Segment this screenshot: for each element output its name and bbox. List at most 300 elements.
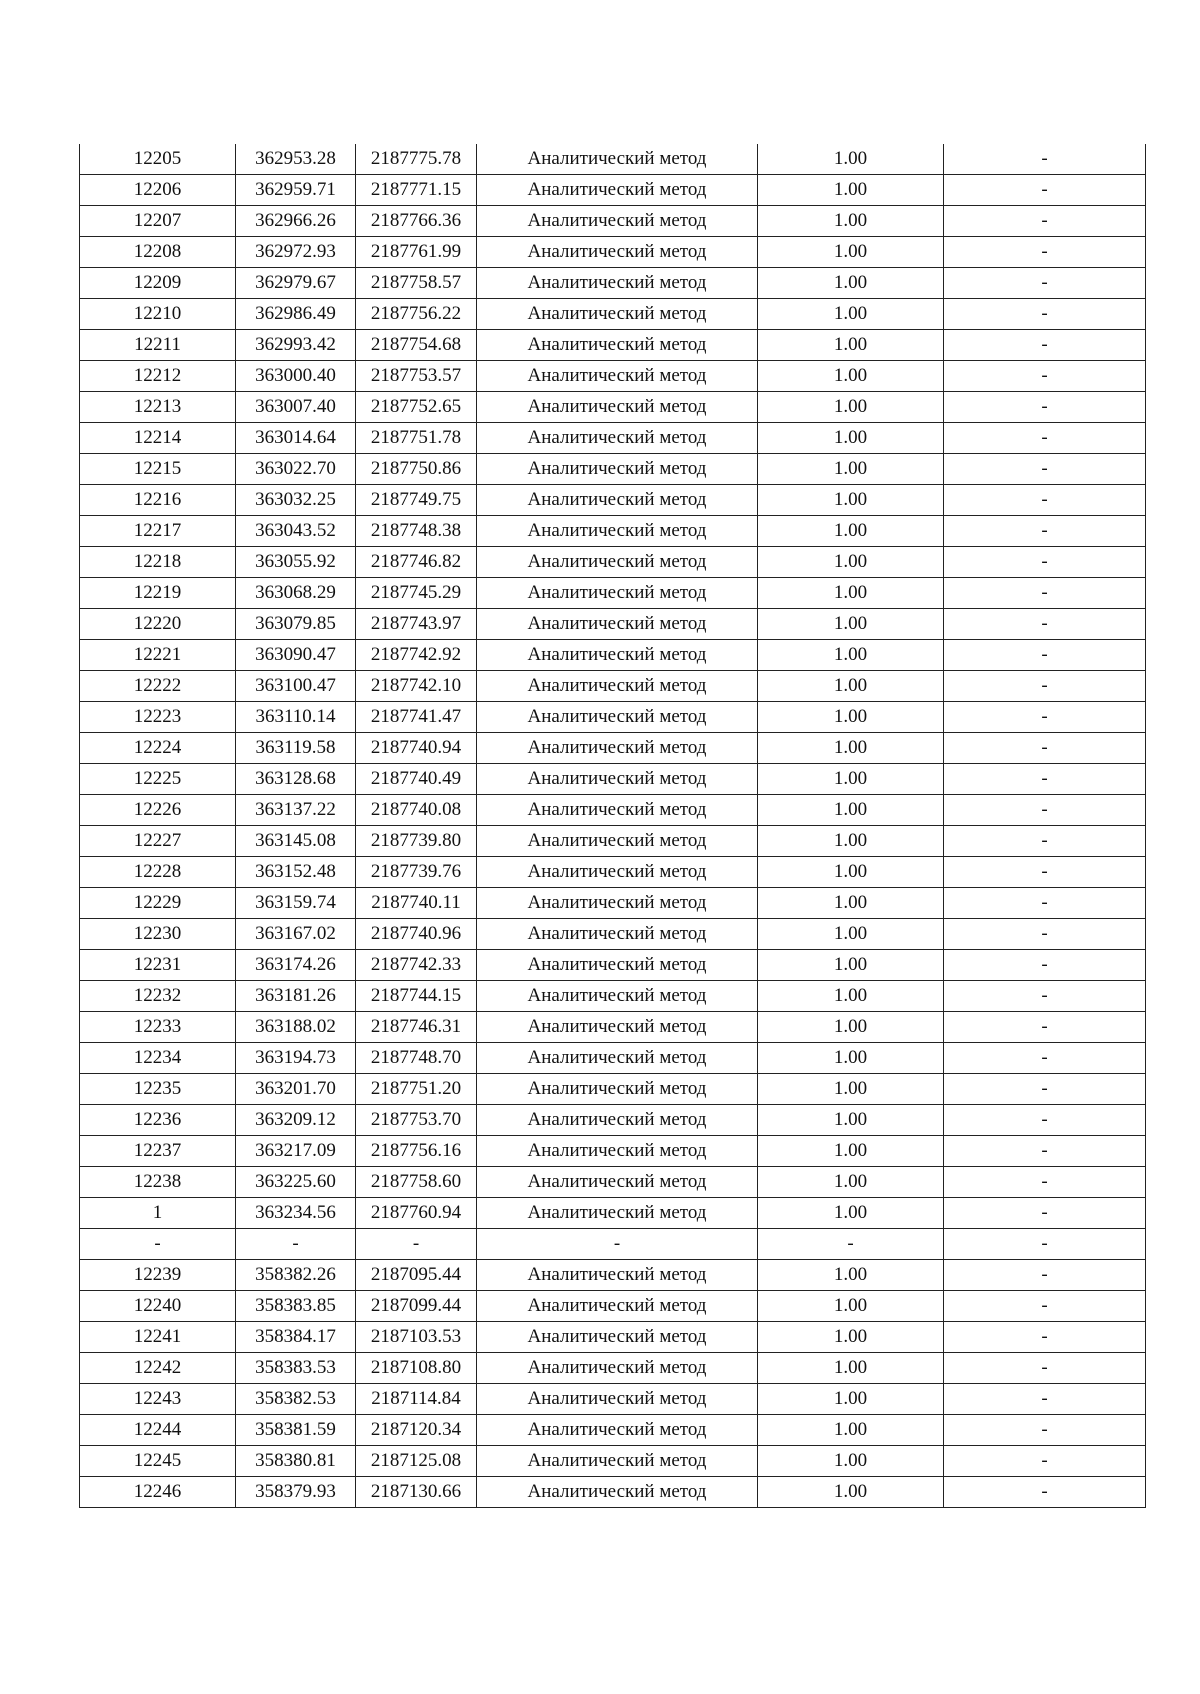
accuracy-cell: 1.00 [758,1353,944,1384]
accuracy-cell: 1.00 [758,1012,944,1043]
y-coordinate-cell: 2187125.08 [356,1446,477,1477]
y-coordinate-cell: 2187120.34 [356,1415,477,1446]
x-coordinate-cell: 363209.12 [236,1105,356,1136]
x-coordinate-cell: 363014.64 [236,423,356,454]
table-row [80,299,1146,330]
description-cell: - [944,206,1146,237]
description-cell: - [944,175,1146,206]
point-number-cell: - [80,1229,236,1260]
accuracy-cell: 1.00 [758,733,944,764]
description-cell: - [944,516,1146,547]
y-coordinate-cell: 2187095.44 [356,1260,477,1291]
point-number-cell: 12206 [80,175,236,206]
point-number-cell: 12215 [80,454,236,485]
description-cell: - [944,795,1146,826]
accuracy-cell: 1.00 [758,1384,944,1415]
method-cell: Аналитический метод [477,454,758,485]
description-cell: - [944,1229,1146,1260]
point-number-cell: 12235 [80,1074,236,1105]
y-coordinate-cell: 2187775.78 [356,144,477,175]
description-cell: - [944,671,1146,702]
method-cell: Аналитический метод [477,671,758,702]
method-cell: Аналитический метод [477,1415,758,1446]
table-row [80,454,1146,485]
y-coordinate-cell: 2187754.68 [356,330,477,361]
table-row [80,1477,1146,1508]
point-number-cell: 12232 [80,981,236,1012]
x-coordinate-cell: 363181.26 [236,981,356,1012]
method-cell: Аналитический метод [477,1353,758,1384]
accuracy-cell: 1.00 [758,1136,944,1167]
table-row [80,609,1146,640]
accuracy-cell: 1.00 [758,299,944,330]
table-row [80,1167,1146,1198]
method-cell: Аналитический метод [477,175,758,206]
description-cell: - [944,485,1146,516]
accuracy-cell: 1.00 [758,671,944,702]
y-coordinate-cell: 2187740.94 [356,733,477,764]
accuracy-cell: 1.00 [758,1322,944,1353]
accuracy-cell: 1.00 [758,950,944,981]
point-number-cell: 1 [80,1198,236,1229]
point-number-cell: 12225 [80,764,236,795]
table-row [80,857,1146,888]
y-coordinate-cell: 2187760.94 [356,1198,477,1229]
x-coordinate-cell: - [236,1229,356,1260]
coordinates-table-body [80,144,1146,1508]
table-row [80,671,1146,702]
x-coordinate-cell: 358382.26 [236,1260,356,1291]
accuracy-cell: 1.00 [758,857,944,888]
description-cell: - [944,268,1146,299]
method-cell: Аналитический метод [477,795,758,826]
table-row [80,733,1146,764]
x-coordinate-cell: 363022.70 [236,454,356,485]
table-row [80,175,1146,206]
description-cell: - [944,950,1146,981]
point-number-cell: 12245 [80,1446,236,1477]
x-coordinate-cell: 358381.59 [236,1415,356,1446]
x-coordinate-cell: 363152.48 [236,857,356,888]
y-coordinate-cell: - [356,1229,477,1260]
x-coordinate-cell: 362966.26 [236,206,356,237]
method-cell: Аналитический метод [477,516,758,547]
y-coordinate-cell: 2187771.15 [356,175,477,206]
accuracy-cell: 1.00 [758,1477,944,1508]
description-cell: - [944,423,1146,454]
x-coordinate-cell: 363188.02 [236,1012,356,1043]
table-row [80,1291,1146,1322]
method-cell: Аналитический метод [477,330,758,361]
point-number-cell: 12234 [80,1043,236,1074]
method-cell: Аналитический метод [477,268,758,299]
table-row [80,795,1146,826]
method-cell: Аналитический метод [477,1198,758,1229]
method-cell: Аналитический метод [477,578,758,609]
accuracy-cell: 1.00 [758,1167,944,1198]
method-cell: Аналитический метод [477,237,758,268]
description-cell: - [944,1043,1146,1074]
x-coordinate-cell: 363032.25 [236,485,356,516]
y-coordinate-cell: 2187761.99 [356,237,477,268]
point-number-cell: 12221 [80,640,236,671]
x-coordinate-cell: 363007.40 [236,392,356,423]
table-row [80,1353,1146,1384]
method-cell: Аналитический метод [477,144,758,175]
accuracy-cell: 1.00 [758,1074,944,1105]
table-row [80,237,1146,268]
method-cell: Аналитический метод [477,547,758,578]
point-number-cell: 12224 [80,733,236,764]
y-coordinate-cell: 2187739.76 [356,857,477,888]
description-cell: - [944,1353,1146,1384]
table-row [80,578,1146,609]
method-cell: Аналитический метод [477,857,758,888]
description-cell: - [944,1167,1146,1198]
table-row [80,764,1146,795]
x-coordinate-cell: 362986.49 [236,299,356,330]
description-cell: - [944,1477,1146,1508]
accuracy-cell: 1.00 [758,1105,944,1136]
y-coordinate-cell: 2187103.53 [356,1322,477,1353]
accuracy-cell: 1.00 [758,547,944,578]
y-coordinate-cell: 2187740.08 [356,795,477,826]
description-cell: - [944,454,1146,485]
table-row [80,361,1146,392]
y-coordinate-cell: 2187753.70 [356,1105,477,1136]
y-coordinate-cell: 2187751.20 [356,1074,477,1105]
point-number-cell: 12236 [80,1105,236,1136]
method-cell: Аналитический метод [477,826,758,857]
accuracy-cell: 1.00 [758,268,944,299]
x-coordinate-cell: 363128.68 [236,764,356,795]
method-cell: Аналитический метод [477,1446,758,1477]
description-cell: - [944,144,1146,175]
accuracy-cell: 1.00 [758,702,944,733]
table-row [80,1198,1146,1229]
table-row [80,330,1146,361]
point-number-cell: 12212 [80,361,236,392]
description-cell: - [944,764,1146,795]
x-coordinate-cell: 363167.02 [236,919,356,950]
x-coordinate-cell: 363068.29 [236,578,356,609]
coordinates-table [79,144,1146,1508]
method-cell: Аналитический метод [477,981,758,1012]
description-cell: - [944,857,1146,888]
y-coordinate-cell: 2187130.66 [356,1477,477,1508]
table-row [80,981,1146,1012]
x-coordinate-cell: 363090.47 [236,640,356,671]
accuracy-cell: 1.00 [758,237,944,268]
table-row [80,206,1146,237]
y-coordinate-cell: 2187108.80 [356,1353,477,1384]
description-cell: - [944,392,1146,423]
x-coordinate-cell: 363137.22 [236,795,356,826]
point-number-cell: 12219 [80,578,236,609]
table-row [80,1012,1146,1043]
accuracy-cell: 1.00 [758,609,944,640]
y-coordinate-cell: 2187746.31 [356,1012,477,1043]
point-number-cell: 12244 [80,1415,236,1446]
point-number-cell: 12222 [80,671,236,702]
y-coordinate-cell: 2187741.47 [356,702,477,733]
point-number-cell: 12207 [80,206,236,237]
x-coordinate-cell: 363174.26 [236,950,356,981]
y-coordinate-cell: 2187742.92 [356,640,477,671]
table-row [80,1043,1146,1074]
description-cell: - [944,547,1146,578]
table-row [80,268,1146,299]
description-cell: - [944,1260,1146,1291]
x-coordinate-cell: 363119.58 [236,733,356,764]
method-cell: Аналитический метод [477,1384,758,1415]
accuracy-cell: 1.00 [758,175,944,206]
y-coordinate-cell: 2187746.82 [356,547,477,578]
accuracy-cell: 1.00 [758,1043,944,1074]
description-cell: - [944,609,1146,640]
description-cell: - [944,237,1146,268]
x-coordinate-cell: 358380.81 [236,1446,356,1477]
x-coordinate-cell: 358383.53 [236,1353,356,1384]
table-row [80,1260,1146,1291]
method-cell: Аналитический метод [477,950,758,981]
table-row [80,1136,1146,1167]
accuracy-cell: 1.00 [758,888,944,919]
description-cell: - [944,330,1146,361]
y-coordinate-cell: 2187756.22 [356,299,477,330]
point-number-cell: 12211 [80,330,236,361]
x-coordinate-cell: 363201.70 [236,1074,356,1105]
x-coordinate-cell: 363194.73 [236,1043,356,1074]
method-cell: Аналитический метод [477,1291,758,1322]
y-coordinate-cell: 2187749.75 [356,485,477,516]
point-number-cell: 12242 [80,1353,236,1384]
description-cell: - [944,1074,1146,1105]
point-number-cell: 12218 [80,547,236,578]
x-coordinate-cell: 363000.40 [236,361,356,392]
accuracy-cell: 1.00 [758,795,944,826]
accuracy-cell: - [758,1229,944,1260]
y-coordinate-cell: 2187751.78 [356,423,477,454]
x-coordinate-cell: 363217.09 [236,1136,356,1167]
y-coordinate-cell: 2187744.15 [356,981,477,1012]
point-number-cell: 12238 [80,1167,236,1198]
accuracy-cell: 1.00 [758,578,944,609]
table-row [80,547,1146,578]
y-coordinate-cell: 2187756.16 [356,1136,477,1167]
accuracy-cell: 1.00 [758,1415,944,1446]
method-cell: Аналитический метод [477,1043,758,1074]
y-coordinate-cell: 2187758.60 [356,1167,477,1198]
method-cell: Аналитический метод [477,1105,758,1136]
method-cell: Аналитический метод [477,733,758,764]
accuracy-cell: 1.00 [758,981,944,1012]
table-row [80,826,1146,857]
accuracy-cell: 1.00 [758,1260,944,1291]
description-cell: - [944,981,1146,1012]
accuracy-cell: 1.00 [758,206,944,237]
accuracy-cell: 1.00 [758,392,944,423]
y-coordinate-cell: 2187750.86 [356,454,477,485]
table-row [80,516,1146,547]
accuracy-cell: 1.00 [758,454,944,485]
table-row [80,1384,1146,1415]
description-cell: - [944,1198,1146,1229]
point-number-cell: 12227 [80,826,236,857]
point-number-cell: 12240 [80,1291,236,1322]
method-cell: Аналитический метод [477,609,758,640]
description-cell: - [944,826,1146,857]
method-cell: Аналитический метод [477,392,758,423]
description-cell: - [944,1105,1146,1136]
y-coordinate-cell: 2187745.29 [356,578,477,609]
y-coordinate-cell: 2187748.70 [356,1043,477,1074]
accuracy-cell: 1.00 [758,361,944,392]
description-cell: - [944,1415,1146,1446]
method-cell: Аналитический метод [477,1074,758,1105]
y-coordinate-cell: 2187099.44 [356,1291,477,1322]
method-cell: - [477,1229,758,1260]
description-cell: - [944,361,1146,392]
method-cell: Аналитический метод [477,888,758,919]
method-cell: Аналитический метод [477,361,758,392]
point-number-cell: 12228 [80,857,236,888]
point-number-cell: 12209 [80,268,236,299]
method-cell: Аналитический метод [477,1477,758,1508]
point-number-cell: 12237 [80,1136,236,1167]
point-number-cell: 12231 [80,950,236,981]
y-coordinate-cell: 2187758.57 [356,268,477,299]
point-number-cell: 12208 [80,237,236,268]
table-row [80,888,1146,919]
accuracy-cell: 1.00 [758,1198,944,1229]
table-row [80,950,1146,981]
x-coordinate-cell: 362972.93 [236,237,356,268]
table-row [80,392,1146,423]
accuracy-cell: 1.00 [758,516,944,547]
description-cell: - [944,640,1146,671]
accuracy-cell: 1.00 [758,330,944,361]
point-number-cell: 12243 [80,1384,236,1415]
point-number-cell: 12233 [80,1012,236,1043]
accuracy-cell: 1.00 [758,826,944,857]
point-number-cell: 12226 [80,795,236,826]
x-coordinate-cell: 358379.93 [236,1477,356,1508]
accuracy-cell: 1.00 [758,423,944,454]
y-coordinate-cell: 2187739.80 [356,826,477,857]
x-coordinate-cell: 363055.92 [236,547,356,578]
y-coordinate-cell: 2187740.96 [356,919,477,950]
method-cell: Аналитический метод [477,1167,758,1198]
y-coordinate-cell: 2187114.84 [356,1384,477,1415]
y-coordinate-cell: 2187743.97 [356,609,477,640]
description-cell: - [944,299,1146,330]
point-number-cell: 12246 [80,1477,236,1508]
table-row [80,1322,1146,1353]
x-coordinate-cell: 363043.52 [236,516,356,547]
method-cell: Аналитический метод [477,1136,758,1167]
description-cell: - [944,578,1146,609]
x-coordinate-cell: 363110.14 [236,702,356,733]
x-coordinate-cell: 358383.85 [236,1291,356,1322]
accuracy-cell: 1.00 [758,764,944,795]
description-cell: - [944,1291,1146,1322]
table-row [80,1229,1146,1260]
description-cell: - [944,919,1146,950]
x-coordinate-cell: 362953.28 [236,144,356,175]
method-cell: Аналитический метод [477,764,758,795]
y-coordinate-cell: 2187740.11 [356,888,477,919]
point-number-cell: 12214 [80,423,236,454]
description-cell: - [944,1384,1146,1415]
accuracy-cell: 1.00 [758,485,944,516]
point-number-cell: 12239 [80,1260,236,1291]
point-number-cell: 12205 [80,144,236,175]
x-coordinate-cell: 363079.85 [236,609,356,640]
method-cell: Аналитический метод [477,206,758,237]
method-cell: Аналитический метод [477,919,758,950]
x-coordinate-cell: 363234.56 [236,1198,356,1229]
x-coordinate-cell: 363145.08 [236,826,356,857]
point-number-cell: 12241 [80,1322,236,1353]
accuracy-cell: 1.00 [758,640,944,671]
point-number-cell: 12213 [80,392,236,423]
table-row [80,1415,1146,1446]
point-number-cell: 12230 [80,919,236,950]
description-cell: - [944,733,1146,764]
method-cell: Аналитический метод [477,702,758,733]
description-cell: - [944,702,1146,733]
accuracy-cell: 1.00 [758,919,944,950]
method-cell: Аналитический метод [477,640,758,671]
table-row [80,144,1146,175]
x-coordinate-cell: 362979.67 [236,268,356,299]
table-row [80,1074,1146,1105]
method-cell: Аналитический метод [477,423,758,454]
method-cell: Аналитический метод [477,299,758,330]
table-row [80,423,1146,454]
table-row [80,1446,1146,1477]
point-number-cell: 12217 [80,516,236,547]
point-number-cell: 12210 [80,299,236,330]
description-cell: - [944,888,1146,919]
accuracy-cell: 1.00 [758,1291,944,1322]
y-coordinate-cell: 2187748.38 [356,516,477,547]
description-cell: - [944,1012,1146,1043]
y-coordinate-cell: 2187752.65 [356,392,477,423]
point-number-cell: 12229 [80,888,236,919]
description-cell: - [944,1446,1146,1477]
point-number-cell: 12216 [80,485,236,516]
table-row [80,485,1146,516]
x-coordinate-cell: 363159.74 [236,888,356,919]
method-cell: Аналитический метод [477,1322,758,1353]
x-coordinate-cell: 363225.60 [236,1167,356,1198]
y-coordinate-cell: 2187740.49 [356,764,477,795]
description-cell: - [944,1322,1146,1353]
table-row [80,702,1146,733]
method-cell: Аналитический метод [477,1012,758,1043]
method-cell: Аналитический метод [477,1260,758,1291]
table-row [80,1105,1146,1136]
y-coordinate-cell: 2187742.33 [356,950,477,981]
accuracy-cell: 1.00 [758,144,944,175]
point-number-cell: 12223 [80,702,236,733]
x-coordinate-cell: 358382.53 [236,1384,356,1415]
y-coordinate-cell: 2187742.10 [356,671,477,702]
table-row [80,919,1146,950]
point-number-cell: 12220 [80,609,236,640]
